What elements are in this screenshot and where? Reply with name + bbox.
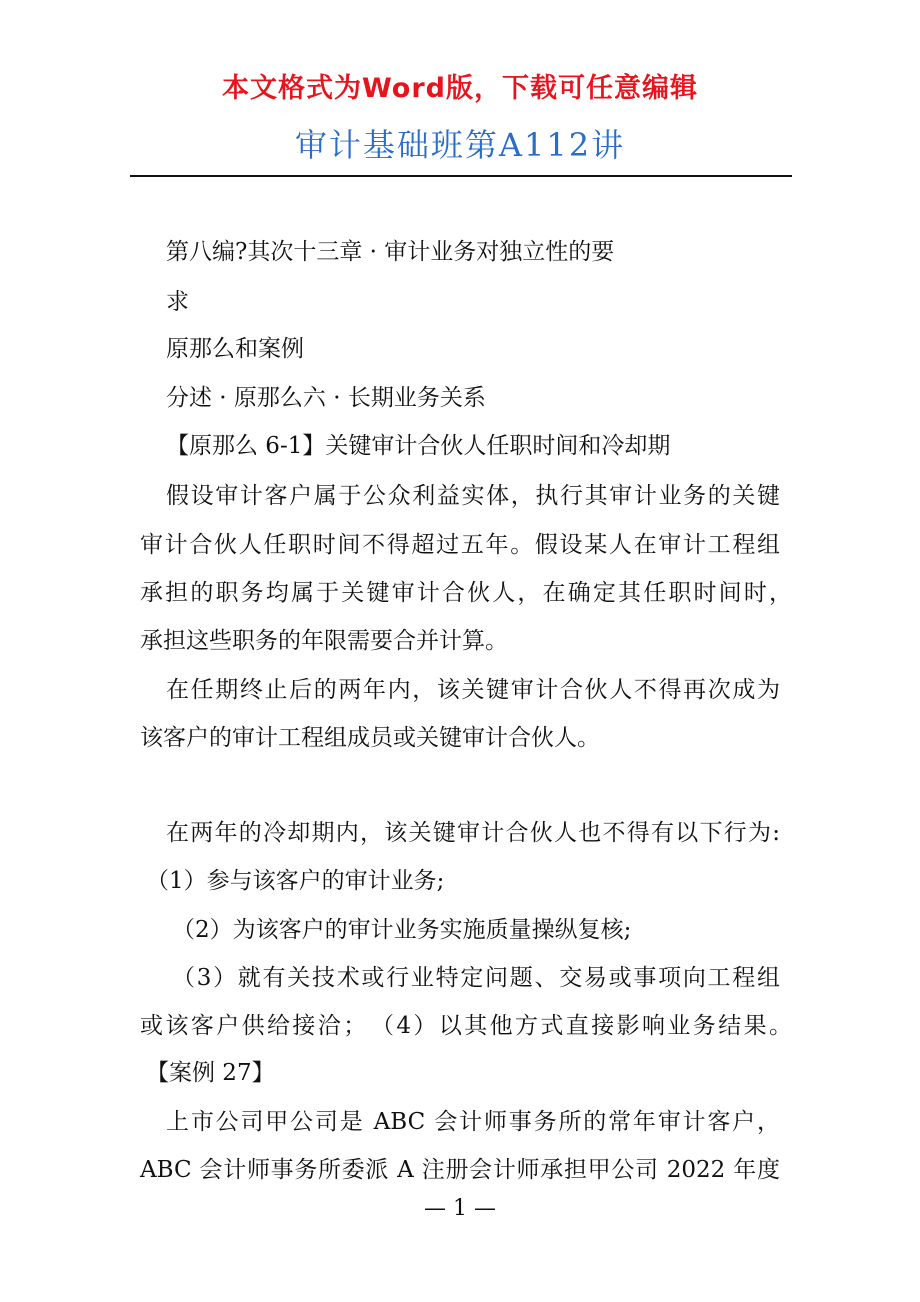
section-heading-line-1: 第八编?其次十三章 · 审计业务对独立性的要 xyxy=(166,239,615,265)
page-number: — 1 — xyxy=(424,1196,496,1221)
section-heading-line-2: 求 xyxy=(166,289,189,315)
header-divider xyxy=(130,175,792,177)
principle-heading: 【原那么 6-1】关键审计合伙人任职时间和冷却期 xyxy=(166,433,671,459)
case-heading: 【案例 27】 xyxy=(146,1060,275,1086)
download-banner: 本文格式为Word版，下载可任意编辑 xyxy=(221,73,698,104)
list-item: （3）就有关技术或行业特定问题、交易或事项向工程组 xyxy=(172,965,780,991)
document-title: 审计基础班第A112讲 xyxy=(294,126,626,164)
list-item: （2）为该客户的审计业务实施质量操纵复核; xyxy=(172,917,632,943)
paragraph-line: 承担的职务均属于关键审计合伙人，在确定其任职时间时， xyxy=(140,580,792,606)
paragraph-line: 该客户的审计工程组成员或关键审计合伙人。 xyxy=(140,725,600,751)
paragraph-line: 审计合伙人任职时间不得超过五年。假设某人在审计工程组 xyxy=(140,532,780,558)
paragraph-line: 在两年的冷却期内，该关键审计合伙人也不得有以下行为: xyxy=(166,820,780,846)
paragraph-line: 承担这些职务的年限需要合并计算。 xyxy=(140,628,508,654)
section-subheading: 原那么和案例 xyxy=(166,336,304,362)
paragraph-line: ABC 会计师事务所委派 A 注册会计师承担甲公司 2022 年度 xyxy=(140,1157,780,1183)
paragraph-line: 在任期终止后的两年内，该关键审计合伙人不得再次成为 xyxy=(166,677,780,703)
list-item: 或该客户供给接洽； （4）以其他方式直接影响业务结果。 xyxy=(140,1013,792,1039)
list-item: （1）参与该客户的审计业务; xyxy=(146,868,445,894)
paragraph-line: 假设审计客户属于公众利益实体，执行其审计业务的关键 xyxy=(166,483,780,509)
section-subheading-principle: 分述 · 原那么六 · 长期业务关系 xyxy=(166,385,486,411)
paragraph-line: 上市公司甲公司是 ABC 会计师事务所的常年审计客户， xyxy=(166,1109,780,1135)
